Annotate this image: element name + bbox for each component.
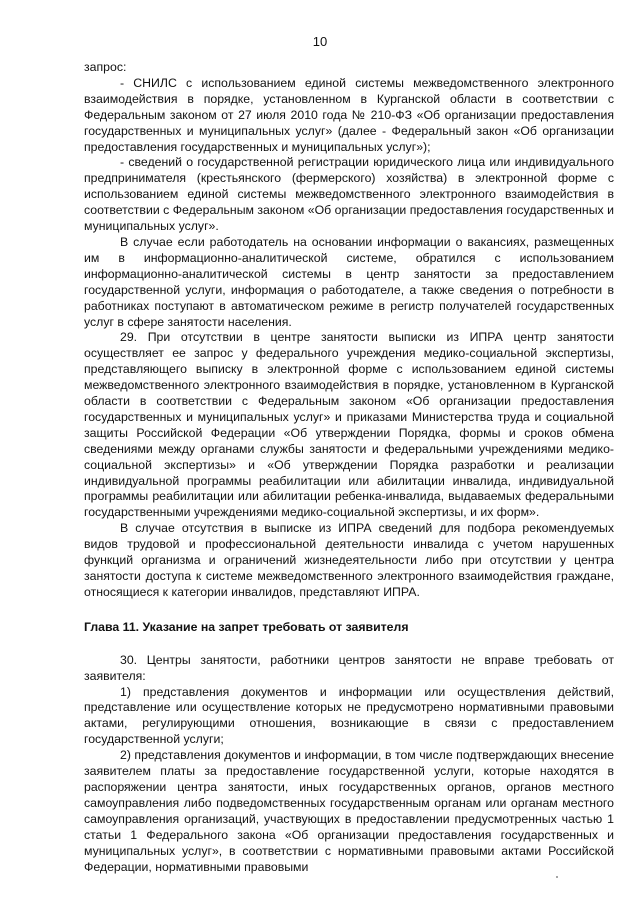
scan-speck bbox=[556, 876, 558, 878]
paragraph-subitem-2: 2) представления документов и информации, в том числе подтверждающих внесение заявителем платы за предоставление государственной услуги, которые находятся в распоряжении центра занятости, иных государственных органов, органов местного самоуправления либо подведомственных государственным органам или органам местного самоуправления организаций, участвующих в предоставлении предусмотренных частью 1 статьи 1 Федерального закона «Об организации предоставления государственных и муниципальных услуг», в соответствии с нормативными правовыми актами Российской Федерации, нормативными правовыми bbox=[84, 748, 614, 874]
paragraph-request-intro: запрос: bbox=[84, 60, 127, 74]
paragraph-registration-info: - сведений о государственной регистрации юридического лица или индивидуального предпринимателя (крестьянского (фермерского) хозяйства) в электронной форме с использованием единой системы межведомственного электронного взаимодействия в соответствии с Федеральным законом «Об организации предоставления государственных и муниципальных услуг». bbox=[84, 155, 614, 234]
page-number: 10 bbox=[312, 34, 328, 49]
paragraph-item-29: 29. При отсутствии в центре занятости выписки из ИПРА центр занятости осуществляет ее запрос у федерального учреждения медико-социальной экспертизы, представляющего выписку в электронной форме с использованием единой системы межведомственного электронного взаимодействия в порядке, установленном в Курганской области в соответствии с Федеральным законом «Об организации предоставления государственных и муниципальных услуг» и приказами Министерства труда и социальной защиты Российской Федерации «Об утверждении Порядка, формы и сроков обмена сведениями между органами службы занятости и федеральными учреждениями медико-социальной экспертизы» и «Об утверждении Порядка разработки и реализации индивидуальной программы реабилитации или абилитации инвалида, индивидуальной программы реабилитации или абилитации ребенка-инвалида, выдаваемых федеральными государственными учреждениями медико-социальной экспертизы, и их форм». bbox=[84, 330, 614, 520]
paragraph-item-30: 30. Центры занятости, работники центров занятости не вправе требовать от заявителя: bbox=[84, 652, 614, 683]
chapter-heading: Глава 11. Указание на запрет требовать от заявителя bbox=[84, 619, 409, 634]
paragraph-employer-vacancies: В случае если работодатель на основании информации о вакансиях, размещенных им в информационно-аналитической системе, обратился с использованием информационно-аналитической системы в центр занятости за предоставлением государственной услуги, информация о работодателе, а также сведения о потребности в работниках поступают в автоматическом режиме в регистр получателей государственных услуг в сфере занятости населения. bbox=[84, 234, 614, 329]
document-body bbox=[84, 60, 614, 875]
paragraph-subitem-1: 1) представления документов и информации или осуществления действий, представление или осуществление которых не предусмотрено нормативными правовыми актами, регулирующими отношения, возникающие в связи с предоставлением государственной услуги; bbox=[84, 684, 614, 747]
paragraph-ipra-missing: В случае отсутствия в выписке из ИПРА сведений для подбора рекомендуемых видов трудовой и профессиональной деятельности инвалида с учетом нарушенных функций организма и ограничений жизнедеятельности либо при отсутствии у центра занятости доступа к системе межведомственного электронного взаимодействия граждане, относящиеся к категории инвалидов, представляют ИПРА. bbox=[84, 521, 614, 599]
paragraph-snils: - СНИЛС с использованием единой системы межведомственного электронного взаимодействия в порядке, установленном в Курганской области в соответствии с Федеральным законом от 27 июля 2010 года № 210-ФЗ «Об организации предоставления государственных и муниципальных услуг» (далее - Федеральный закон «Об организации предоставления государственных и муниципальных услуг»); bbox=[84, 75, 614, 154]
